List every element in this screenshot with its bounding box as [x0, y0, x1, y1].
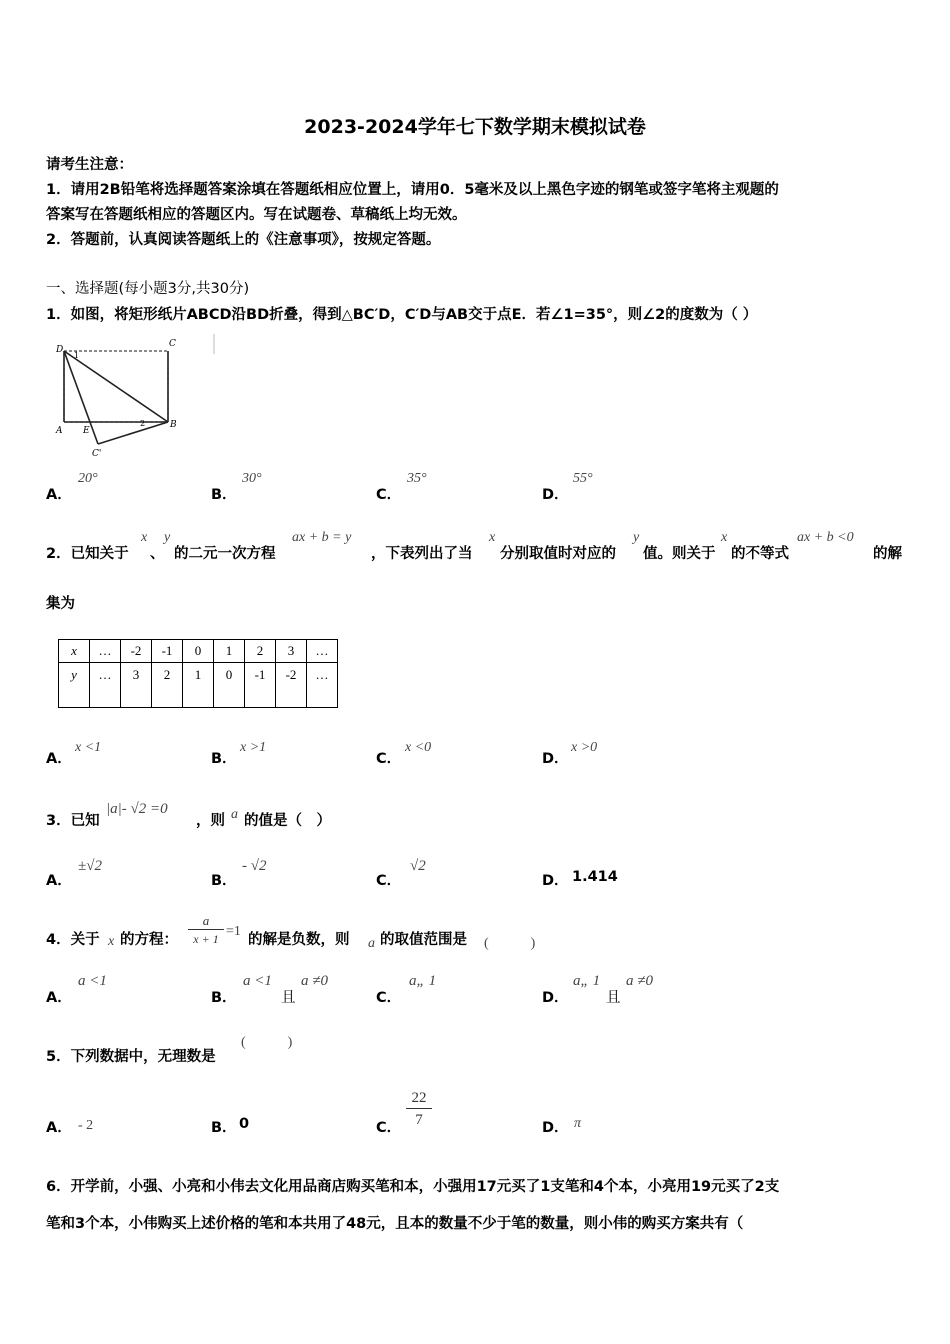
table-cell: -1 — [245, 663, 276, 708]
q1-option-d-value: 55° — [573, 471, 593, 486]
table-cell: -2 — [276, 663, 307, 708]
q4-option-d-value: a„ 1 — [573, 973, 601, 989]
table-cell: 0 — [214, 663, 245, 708]
q3-var-a: a — [231, 807, 238, 822]
q2-option-c-letter: C． — [376, 751, 402, 767]
q6-line-1: 6．开学前，小强、小亮和小伟去文化用品商店购买笔和本，小强用17元买了1支笔和4个本，小亮用19元买了2支 — [46, 1179, 780, 1195]
q2-text-1: 2．已知关于 — [46, 546, 129, 562]
q5-answer-paren: ( ) — [241, 1035, 293, 1050]
q4-option-c-value: a„ 1 — [409, 973, 437, 989]
edge-C-prime-B — [98, 422, 168, 444]
q1-option-c-value: 35° — [407, 471, 427, 486]
q3-expression: |a|- √2 =0 — [106, 801, 168, 817]
q2-text-line-2: 集为 — [46, 596, 75, 612]
table-x-label: x — [59, 640, 90, 663]
q3-text-3: 的值是（ ） — [244, 813, 331, 829]
q2-var-y-1: y — [164, 530, 171, 545]
q3-option-b-value: - √2 — [242, 858, 267, 874]
table-cell: 2 — [152, 663, 183, 708]
table-cell: … — [90, 640, 121, 663]
q5-option-a-value: - 2 — [78, 1118, 94, 1133]
q4-option-c-letter: C． — [376, 990, 402, 1006]
table-cell: … — [307, 663, 338, 708]
q5-option-d-letter: D． — [542, 1120, 569, 1136]
q4-var-a: a — [368, 936, 375, 951]
q2-text-6: 值。则关于 — [643, 546, 716, 562]
q3-option-a-value: ±√2 — [78, 858, 102, 874]
q4-option-d-letter: D． — [542, 990, 569, 1006]
q1-option-c-letter: C． — [376, 487, 402, 503]
q4-equals-one: =1 — [226, 924, 241, 939]
notice-item-2: 2．答题前，认真阅读答题纸上的《注意事项》，按规定答题。 — [46, 232, 441, 248]
page-title: 2023-2024学年七下数学期末模拟试卷 — [304, 116, 646, 138]
q5-fraction-numerator: 22 — [406, 1088, 432, 1109]
q5-option-d-value: π — [574, 1116, 582, 1131]
q2-inequality: ax + b <0 — [797, 530, 854, 545]
diagonal-DB — [64, 351, 168, 422]
q4-option-b-and: 且 — [281, 990, 296, 1006]
q2-var-x-2: x — [489, 530, 496, 545]
q2-text-5: 分别取值时对应的 — [500, 546, 616, 562]
q3-option-a-letter: A． — [46, 873, 72, 889]
q2-option-c-value: x <0 — [405, 740, 432, 755]
label-C: C — [169, 339, 176, 349]
q4-answer-paren: ( ) — [484, 936, 536, 951]
q2-option-d-value: x >0 — [571, 740, 598, 755]
section-heading: 一、选择题(每小题3分,共30分) — [46, 281, 250, 297]
label-A: A — [56, 426, 63, 436]
q4-text-4: 的取值范围是 — [380, 932, 467, 948]
table-cell: 2 — [245, 640, 276, 663]
q4-option-b-letter: B． — [211, 990, 237, 1006]
q2-text-4: ，下表列出了当 — [371, 546, 473, 562]
label-angle-1: 1 — [74, 351, 80, 360]
q4-option-a-letter: A． — [46, 990, 72, 1006]
q2-option-a-value: x <1 — [75, 740, 102, 755]
q3-option-d-letter: D． — [542, 873, 569, 889]
label-E: E — [83, 426, 90, 436]
q3-text-1: 3．已知 — [46, 813, 100, 829]
q5-fraction-denominator: 7 — [415, 1112, 423, 1128]
q2-text-3: 的二元一次方程 — [174, 546, 276, 562]
notice-item-1-line-1: 1．请用2B铅笔将选择题答案涂填在答题纸相应位置上，请用0．5毫米及以上黑色字迹的钢笔或签字笔将主观题的 — [46, 182, 779, 198]
label-D: D — [56, 345, 64, 355]
q4-option-d-extra: a ≠0 — [626, 973, 653, 989]
table-cell: -1 — [152, 640, 183, 663]
q5-option-a-letter: A． — [46, 1120, 72, 1136]
q4-text-2: 的方程： — [120, 932, 178, 948]
q4-option-d-and: 且 — [606, 990, 621, 1006]
q2-option-b-value: x >1 — [240, 740, 267, 755]
q4-var-x: x — [108, 934, 115, 949]
table-cell: … — [90, 663, 121, 708]
q3-option-d-value: 1.414 — [572, 869, 618, 885]
label-C-prime: C' — [92, 449, 102, 459]
table-cell: 3 — [276, 640, 307, 663]
q4-fraction — [188, 913, 224, 948]
q5-stem: 5．下列数据中，无理数是 — [46, 1049, 216, 1065]
q1-option-a-letter: A． — [46, 487, 72, 503]
table-cell: 1 — [183, 663, 214, 708]
q1-option-b-letter: B． — [211, 487, 237, 503]
notice-heading: 请考生注意： — [46, 157, 133, 173]
q3-text-2: ，则 — [196, 813, 225, 829]
table-y-label: y — [59, 663, 90, 708]
q4-text-1: 4．关于 — [46, 932, 100, 948]
q4-option-b-value: a <1 — [243, 973, 272, 989]
q2-value-table — [58, 639, 338, 708]
q5-option-b-value: 0 — [239, 1116, 250, 1132]
q4-option-a-value: a <1 — [78, 973, 107, 989]
q3-option-b-letter: B． — [211, 873, 237, 889]
q4-option-b-extra: a ≠0 — [301, 973, 328, 989]
table-cell: -2 — [121, 640, 152, 663]
q5-option-c-letter: C． — [376, 1120, 402, 1136]
q2-var-x-3: x — [721, 530, 728, 545]
q1-option-d-letter: D． — [542, 487, 569, 503]
q2-option-b-letter: B． — [211, 751, 237, 767]
q2-var-x-1: x — [141, 530, 148, 545]
q1-option-b-value: 30° — [242, 471, 262, 486]
q2-equation: ax + b = y — [292, 530, 352, 545]
q6-line-2: 笔和3个本，小伟购买上述价格的笔和本共用了48元，且本的数量不少于笔的数量，则小伟的购买方案共有（ — [46, 1216, 744, 1232]
notice-item-1-line-2: 答案写在答题纸相应的答题区内。写在试题卷、草稿纸上均无效。 — [46, 207, 467, 223]
q1-stem: 1．如图，将矩形纸片ABCD沿BD折叠，得到△BC′D，C′D与AB交于点E．若∠1=35°，则∠2的度数为（ ） — [46, 307, 758, 323]
q3-option-c-letter: C． — [376, 873, 402, 889]
q4-fraction-numerator: a — [188, 913, 224, 930]
q3-option-c-value: √2 — [410, 858, 426, 874]
table-cell: 0 — [183, 640, 214, 663]
q2-var-y-2: y — [633, 530, 640, 545]
q4-fraction-denominator: x + 1 — [193, 932, 219, 946]
label-angle-2: 2 — [140, 419, 146, 428]
q5-option-c-fraction — [406, 1088, 432, 1131]
q2-text-7: 的不等式 — [731, 546, 789, 562]
label-B: B — [170, 420, 177, 430]
q4-text-3: 的解是负数，则 — [248, 932, 350, 948]
q2-text-8: 的解 — [873, 546, 902, 562]
q1-option-a-value: 20° — [78, 471, 98, 486]
q2-text-2: 、 — [150, 546, 165, 562]
q5-option-b-letter: B． — [211, 1120, 237, 1136]
edge-DC-prime — [64, 351, 98, 444]
table-cell: 3 — [121, 663, 152, 708]
table-cell: 1 — [214, 640, 245, 663]
table-cell: … — [307, 640, 338, 663]
q2-option-a-letter: A． — [46, 751, 72, 767]
q2-option-d-letter: D． — [542, 751, 569, 767]
q1-figure — [52, 334, 222, 460]
